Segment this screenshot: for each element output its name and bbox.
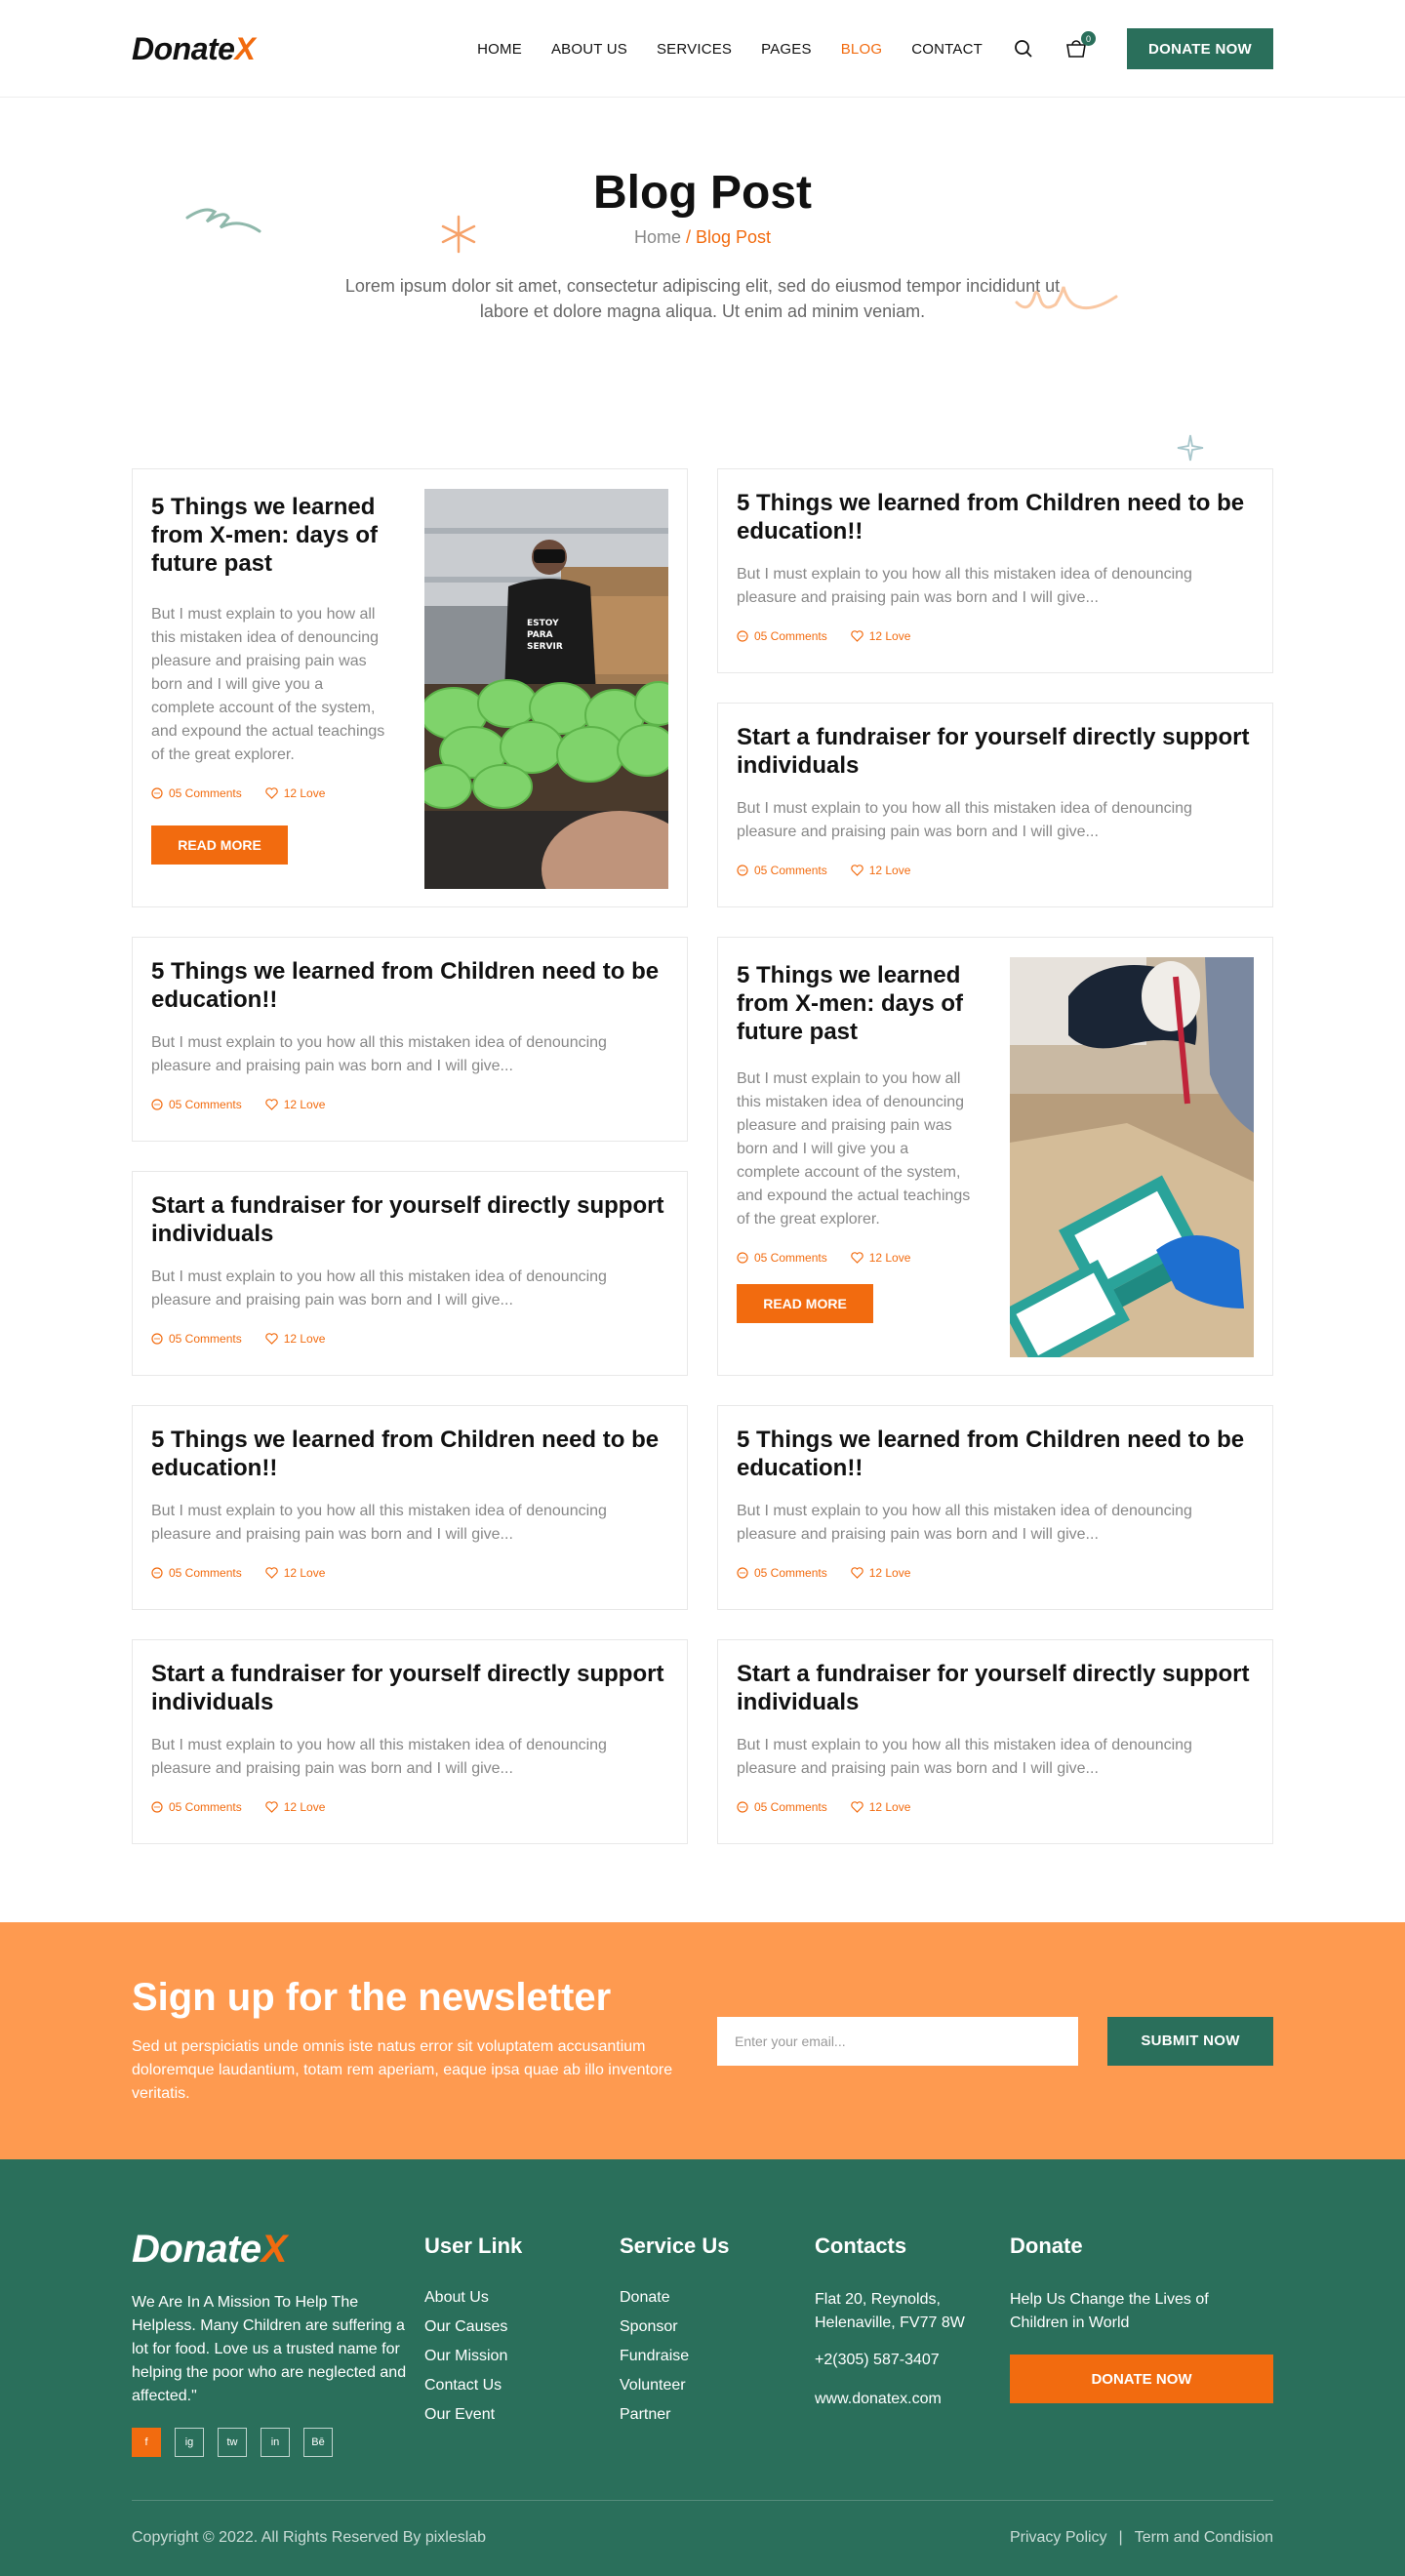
post-meta (737, 1251, 971, 1265)
post-title[interactable]: 5 Things we learned from Children need to be education!! (151, 1427, 660, 1481)
post-excerpt: But I must explain to you how all this mistaken idea of denouncing pleasure and praising pain was born and I will give... (737, 1503, 1192, 1543)
blog-card (717, 1639, 1273, 1844)
facebook-icon[interactable]: f (132, 2428, 161, 2457)
privacy-policy-link[interactable]: Privacy Policy (1009, 2529, 1107, 2546)
blog-card (132, 1639, 688, 1844)
logo-x: X (234, 30, 256, 66)
breadcrumb-home[interactable]: Home (633, 227, 681, 247)
breadcrumb-current: Blog Post (695, 227, 772, 247)
comments-count: 05 Comments (169, 1800, 242, 1814)
newsletter-title: Sign up for the newsletter (132, 1976, 612, 2019)
footer-donate-text: Help Us Change the Lives of Children in World (1010, 2291, 1209, 2331)
post-title[interactable]: 5 Things we learned from X-men: days of future past (151, 494, 379, 577)
footer-contacts (815, 2228, 1010, 2500)
comments-count: 05 Comments (754, 864, 827, 877)
comment-icon (737, 630, 748, 642)
love-count: 12 Love (283, 786, 326, 800)
post-title[interactable]: Start a fundraiser for yourself directly support individuals (151, 1661, 664, 1715)
love-meta[interactable] (265, 1332, 326, 1346)
comments-meta[interactable] (151, 1566, 242, 1580)
submit-now-button[interactable]: SUBMIT NOW (1107, 2017, 1273, 2066)
footer-link-sponsor[interactable]: Sponsor (620, 2318, 678, 2335)
comments-count: 05 Comments (169, 786, 242, 800)
heart-icon (265, 1567, 278, 1579)
comment-icon (737, 865, 748, 876)
comments-count: 05 Comments (754, 1251, 827, 1265)
comments-count: 05 Comments (754, 1566, 827, 1580)
post-meta (737, 864, 1253, 877)
hero-description: Lorem ipsum dolor sit amet, consectetur adipiscing elit, sed do eiusmod tempor incididunt ut labore et dolore magna aliqua. Ut enim ad minim veniam. (344, 276, 1061, 321)
main-nav (448, 28, 1273, 69)
comments-count: 05 Comments (169, 1332, 242, 1346)
blog-card (132, 937, 688, 1142)
nav-blog[interactable]: BLOG (840, 40, 883, 58)
post-meta (151, 1098, 667, 1111)
footer-separator: | (1118, 2529, 1123, 2546)
footer-link-causes[interactable]: Our Causes (424, 2318, 508, 2335)
post-title[interactable]: Start a fundraiser for yourself directly support individuals (737, 1661, 1250, 1715)
blog-card-featured (132, 468, 688, 907)
post-meta (737, 629, 1253, 643)
love-meta[interactable] (851, 1251, 911, 1265)
comments-meta[interactable] (737, 629, 827, 643)
comment-icon (151, 1801, 163, 1813)
right-column-top (717, 468, 1273, 907)
love-meta[interactable] (265, 786, 326, 800)
asterisk-decoration-icon (439, 215, 478, 254)
svg-text:PARA: PARA (527, 630, 553, 640)
footer-service (620, 2228, 815, 2500)
svg-text:SERVIR: SERVIR (527, 642, 563, 652)
comments-meta[interactable] (151, 1098, 242, 1111)
read-more-button[interactable]: READ MORE (151, 825, 288, 865)
footer-user-link (424, 2228, 620, 2500)
footer-link-fundraise[interactable]: Fundraise (620, 2348, 690, 2364)
breadcrumb-separator: / (680, 227, 696, 247)
post-excerpt: But I must explain to you how all this mistaken idea of denouncing pleasure and praising pain was born and I will give... (737, 1737, 1192, 1777)
blog-card (717, 468, 1273, 673)
newsletter-section (0, 1922, 1405, 2159)
comment-icon (151, 1099, 163, 1110)
heart-icon (851, 1567, 863, 1579)
love-count: 12 Love (868, 1566, 911, 1580)
love-meta[interactable] (265, 1566, 326, 1580)
nav-home[interactable]: HOME (477, 40, 522, 58)
post-meta (737, 1800, 1253, 1814)
comments-meta[interactable] (151, 786, 242, 800)
squiggle-decoration-icon (185, 200, 263, 239)
post-meta (151, 1332, 667, 1346)
footer-website[interactable]: www.donatex.com (815, 2391, 942, 2407)
copyright-text: Copyright © 2022. All Rights Reserved By pixleslab (132, 2529, 487, 2546)
post-excerpt: But I must explain to you how all this mistaken idea of denouncing pleasure and praising pain was born and I will give... (151, 1737, 607, 1777)
post-title[interactable]: Start a fundraiser for yourself directly support individuals (737, 724, 1250, 779)
donate-now-button[interactable]: DONATE NOW (1127, 28, 1273, 69)
footer-heading: Service Us (620, 2234, 730, 2258)
instagram-icon[interactable]: ig (175, 2428, 204, 2457)
footer-heading: Donate (1010, 2234, 1083, 2258)
page-hero (0, 98, 1405, 468)
post-excerpt: But I must explain to you how all this mistaken idea of denouncing pleasure and praising pain was born and I will give... (737, 566, 1192, 606)
comment-icon (737, 1567, 748, 1579)
comment-icon (737, 1252, 748, 1264)
comments-count: 05 Comments (754, 629, 827, 643)
post-title[interactable]: Start a fundraiser for yourself directly support individuals (151, 1192, 664, 1247)
post-title[interactable]: 5 Things we learned from X-men: days of future past (737, 962, 964, 1045)
heart-icon (265, 787, 278, 799)
footer-heading: Contacts (815, 2234, 907, 2258)
footer-bottom (132, 2501, 1273, 2575)
footer-link-volunteer[interactable]: Volunteer (620, 2377, 686, 2394)
post-excerpt: But I must explain to you how all this mistaken idea of denouncing pleasure and praising pain was born and I will give... (151, 1503, 607, 1543)
left-column-middle (132, 937, 688, 1376)
comments-count: 05 Comments (169, 1566, 242, 1580)
linkedin-icon[interactable]: in (261, 2428, 290, 2457)
nav-about[interactable]: ABOUT US (550, 40, 627, 58)
love-count: 12 Love (868, 864, 911, 877)
terms-link[interactable]: Term and Condision (1134, 2529, 1273, 2546)
blog-grid (132, 468, 1273, 1922)
post-excerpt: But I must explain to you how all this mistaken idea of denouncing pleasure and praising pain was born and I will give you a complete account of the system, and expound the actual teachings of the great explorer. (737, 1070, 971, 1228)
footer-link-contact[interactable]: Contact Us (424, 2377, 502, 2394)
love-count: 12 Love (283, 1800, 326, 1814)
heart-icon (265, 1333, 278, 1345)
wave-decoration-icon (1015, 283, 1118, 318)
comments-meta[interactable] (151, 1800, 242, 1814)
site-header (0, 0, 1405, 98)
footer-address: Flat 20, Reynolds, Helenaville, FV77 8W (815, 2291, 965, 2331)
heart-icon (851, 865, 863, 876)
post-image-masks[interactable] (1010, 957, 1254, 1357)
post-meta (151, 1566, 667, 1580)
love-meta[interactable] (851, 864, 911, 877)
post-excerpt: But I must explain to you how all this mistaken idea of denouncing pleasure and praising pain was born and I will give... (151, 1268, 607, 1308)
svg-text:ESTOY: ESTOY (527, 619, 559, 628)
comment-icon (151, 1567, 163, 1579)
blog-card (132, 1405, 688, 1610)
blog-card (132, 1171, 688, 1376)
logo-text: Donate (132, 30, 235, 66)
behance-icon[interactable]: Bē (303, 2428, 333, 2457)
post-image-volunteer[interactable] (424, 489, 668, 889)
logo-text: Donate (132, 2228, 261, 2271)
cart-count-badge: 0 (1081, 31, 1096, 46)
comments-count: 05 Comments (169, 1098, 242, 1111)
comments-meta[interactable] (737, 1800, 827, 1814)
nav-contact[interactable]: CONTACT (911, 40, 983, 58)
footer-donate-now-button[interactable]: DONATE NOW (1010, 2355, 1273, 2403)
footer-about-text: We Are In A Mission To Help The Helpless. Many Children are suffering a lot for food. Love us a trusted name for helping the poor who are neglected and affected." (132, 2294, 407, 2404)
heart-icon (265, 1801, 278, 1813)
love-meta[interactable] (265, 1800, 326, 1814)
read-more-button[interactable]: READ MORE (737, 1284, 873, 1323)
footer-link-mission[interactable]: Our Mission (424, 2348, 508, 2364)
footer-phone[interactable]: +2(305) 587-3407 (815, 2352, 940, 2368)
comments-meta[interactable] (151, 1332, 242, 1346)
search-icon[interactable] (1012, 37, 1035, 60)
post-title[interactable]: 5 Things we learned from Children need to be education!! (737, 490, 1245, 544)
footer-link-about[interactable]: About Us (424, 2289, 489, 2306)
comment-icon (151, 1333, 163, 1345)
footer-link-donate[interactable]: Donate (620, 2289, 670, 2306)
comment-icon (737, 1801, 748, 1813)
heart-icon (265, 1099, 278, 1110)
post-meta (737, 1566, 1253, 1580)
love-meta[interactable] (851, 1566, 911, 1580)
love-meta[interactable] (851, 629, 911, 643)
love-count: 12 Love (868, 1800, 911, 1814)
logo[interactable] (132, 31, 255, 67)
comments-meta[interactable] (737, 864, 827, 877)
footer-logo[interactable] (132, 2228, 424, 2272)
post-excerpt: But I must explain to you how all this mistaken idea of denouncing pleasure and praising pain was born and I will give you a complete account of the system, and expound the actual teachings of the great explorer. (151, 606, 385, 763)
heart-icon (851, 1801, 863, 1813)
love-count: 12 Love (868, 629, 911, 643)
blog-card (717, 703, 1273, 907)
page-title: Blog Post (593, 167, 812, 219)
post-meta (151, 1800, 667, 1814)
twitter-icon[interactable]: tw (218, 2428, 247, 2457)
post-title[interactable]: 5 Things we learned from Children need to be education!! (737, 1427, 1245, 1481)
newsletter-email-input[interactable] (717, 2017, 1078, 2066)
heart-icon (851, 1252, 863, 1264)
cart-icon[interactable] (1064, 33, 1091, 60)
post-meta (151, 786, 385, 800)
love-meta[interactable] (265, 1098, 326, 1111)
comments-meta[interactable] (737, 1566, 827, 1580)
comments-meta[interactable] (737, 1251, 827, 1265)
heart-icon (851, 630, 863, 642)
social-links (132, 2428, 424, 2457)
blog-card (717, 1405, 1273, 1610)
comment-icon (151, 787, 163, 799)
logo-x: X (261, 2228, 287, 2271)
footer-about (132, 2228, 424, 2500)
nav-pages[interactable]: PAGES (761, 40, 812, 58)
footer-link-event[interactable]: Our Event (424, 2406, 496, 2423)
love-count: 12 Love (283, 1332, 326, 1346)
post-excerpt: But I must explain to you how all this mistaken idea of denouncing pleasure and praising pain was born and I will give... (151, 1034, 607, 1074)
site-footer (0, 2159, 1405, 2576)
sparkle-decoration-icon (1177, 434, 1204, 462)
love-meta[interactable] (851, 1800, 911, 1814)
love-count: 12 Love (283, 1566, 326, 1580)
newsletter-text: Sed ut perspiciatis unde omnis iste natus error sit voluptatem accusantium doloremque laudantium, totam rem aperiam, eaque ipsa quae ab illo inventore veritatis. (132, 2038, 673, 2102)
footer-link-partner[interactable]: Partner (620, 2406, 671, 2423)
blog-card-featured (717, 937, 1273, 1376)
love-count: 12 Love (868, 1251, 911, 1265)
post-excerpt: But I must explain to you how all this mistaken idea of denouncing pleasure and praising pain was born and I will give... (737, 800, 1192, 840)
post-title[interactable]: 5 Things we learned from Children need to be education!! (151, 958, 660, 1013)
footer-donate (1010, 2228, 1273, 2500)
comments-count: 05 Comments (754, 1800, 827, 1814)
nav-services[interactable]: SERVICES (656, 40, 733, 58)
footer-heading: User Link (424, 2234, 523, 2258)
love-count: 12 Love (283, 1098, 326, 1111)
